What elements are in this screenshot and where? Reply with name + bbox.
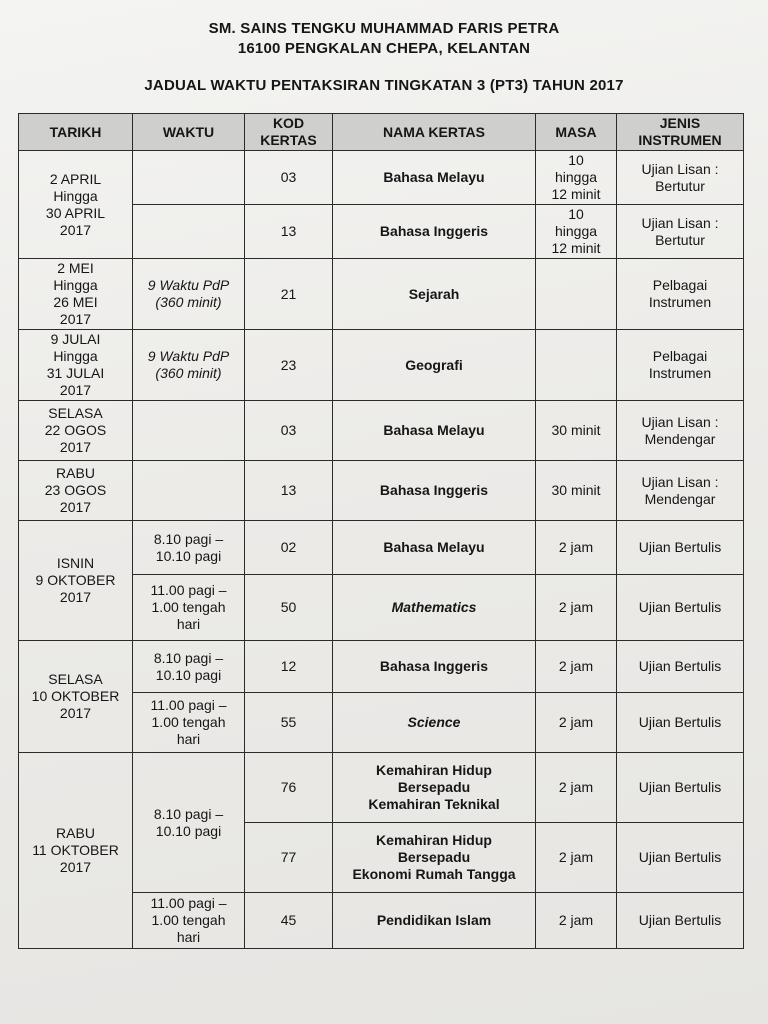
kod-cell: 55 [245,693,333,753]
masa-cell [536,330,617,401]
kod-cell: 13 [245,461,333,521]
nama-cell: Bahasa Inggeris [333,461,536,521]
jenis-cell: Ujian Lisan : Bertutur [617,151,744,205]
waktu-cell [133,401,245,461]
jenis-cell: Ujian Bertulis [617,575,744,641]
tarikh-cell: RABU 23 OGOS 2017 [19,461,133,521]
exam-timetable [18,113,744,949]
tarikh-cell: RABU 11 OKTOBER 2017 [19,753,133,949]
nama-cell: Bahasa Melayu [333,401,536,461]
jenis-cell: Ujian Lisan : Bertutur [617,205,744,259]
waktu-cell [133,461,245,521]
kod-cell: 50 [245,575,333,641]
table-row [19,330,744,401]
masa-cell: 2 jam [536,521,617,575]
school-name: SM. SAINS TENGKU MUHAMMAD FARIS PETRA [208,20,560,37]
masa-cell: 2 jam [536,753,617,823]
kod-cell: 13 [245,205,333,259]
waktu-cell: 8.10 pagi – 10.10 pagi [133,641,245,693]
table-header-row [19,114,744,151]
col-header-jenis-instrumen: JENIS INSTRUMEN [617,114,744,151]
nama-cell: Bahasa Melayu [333,521,536,575]
nama-cell: Kemahiran Hidup Bersepadu Ekonomi Rumah Tangga [333,823,536,893]
kod-cell: 02 [245,521,333,575]
document-title: JADUAL WAKTU PENTAKSIRAN TINGKATAN 3 (PT3) TAHUN 2017 [144,77,624,94]
tarikh-cell: 9 JULAI Hingga 31 JULAI 2017 [19,330,133,401]
kod-cell: 45 [245,893,333,949]
waktu-cell [133,205,245,259]
tarikh-cell: SELASA 10 OKTOBER 2017 [19,641,133,753]
waktu-cell: 11.00 pagi – 1.00 tengah hari [133,893,245,949]
col-header-masa: MASA [536,114,617,151]
col-header-kod-kertas: KOD KERTAS [245,114,333,151]
jenis-cell: Pelbagai Instrumen [617,330,744,401]
nama-cell: Science [333,693,536,753]
table-row [19,151,744,205]
nama-cell: Pendidikan Islam [333,893,536,949]
kod-cell: 12 [245,641,333,693]
col-header-nama-kertas: NAMA KERTAS [333,114,536,151]
table-row [19,259,744,330]
masa-cell [536,259,617,330]
jenis-cell: Ujian Bertulis [617,693,744,753]
waktu-cell: 8.10 pagi – 10.10 pagi [133,521,245,575]
tarikh-cell: SELASA 22 OGOS 2017 [19,401,133,461]
nama-cell: Bahasa Inggeris [333,205,536,259]
table-row [19,753,744,823]
waktu-cell: 9 Waktu PdP (360 minit) [133,259,245,330]
kod-cell: 77 [245,823,333,893]
masa-cell: 30 minit [536,461,617,521]
col-header-tarikh: TARIKH [19,114,133,151]
table-row [19,641,744,693]
nama-cell: Sejarah [333,259,536,330]
nama-cell: Kemahiran Hidup Bersepadu Kemahiran Teknikal [333,753,536,823]
jenis-cell: Ujian Bertulis [617,823,744,893]
waktu-cell: 9 Waktu PdP (360 minit) [133,330,245,401]
jenis-cell: Ujian Lisan : Mendengar [617,461,744,521]
waktu-cell: 8.10 pagi – 10.10 pagi [133,753,245,893]
waktu-cell [133,151,245,205]
kod-cell: 03 [245,151,333,205]
nama-cell: Bahasa Inggeris [333,641,536,693]
jenis-cell: Ujian Bertulis [617,753,744,823]
jenis-cell: Pelbagai Instrumen [617,259,744,330]
table-row [19,461,744,521]
kod-cell: 21 [245,259,333,330]
jenis-cell: Ujian Bertulis [617,521,744,575]
tarikh-cell: ISNIN 9 OKTOBER 2017 [19,521,133,641]
masa-cell: 2 jam [536,575,617,641]
nama-cell: Geografi [333,330,536,401]
jenis-cell: Ujian Bertulis [617,641,744,693]
waktu-cell: 11.00 pagi – 1.00 tengah hari [133,575,245,641]
masa-cell: 10 hingga 12 minit [536,205,617,259]
nama-cell: Bahasa Melayu [333,151,536,205]
jenis-cell: Ujian Bertulis [617,893,744,949]
jenis-cell: Ujian Lisan : Mendengar [617,401,744,461]
tarikh-cell: 2 MEI Hingga 26 MEI 2017 [19,259,133,330]
tarikh-cell: 2 APRIL Hingga 30 APRIL 2017 [19,151,133,259]
table-row [19,401,744,461]
masa-cell: 30 minit [536,401,617,461]
masa-cell: 2 jam [536,641,617,693]
nama-cell: Mathematics [333,575,536,641]
kod-cell: 76 [245,753,333,823]
masa-cell: 10 hingga 12 minit [536,151,617,205]
table-row [19,521,744,575]
kod-cell: 23 [245,330,333,401]
col-header-waktu: WAKTU [133,114,245,151]
masa-cell: 2 jam [536,823,617,893]
waktu-cell: 11.00 pagi – 1.00 tengah hari [133,693,245,753]
masa-cell: 2 jam [536,893,617,949]
masa-cell: 2 jam [536,693,617,753]
school-address: 16100 PENGKALAN CHEPA, KELANTAN [237,40,531,57]
kod-cell: 03 [245,401,333,461]
